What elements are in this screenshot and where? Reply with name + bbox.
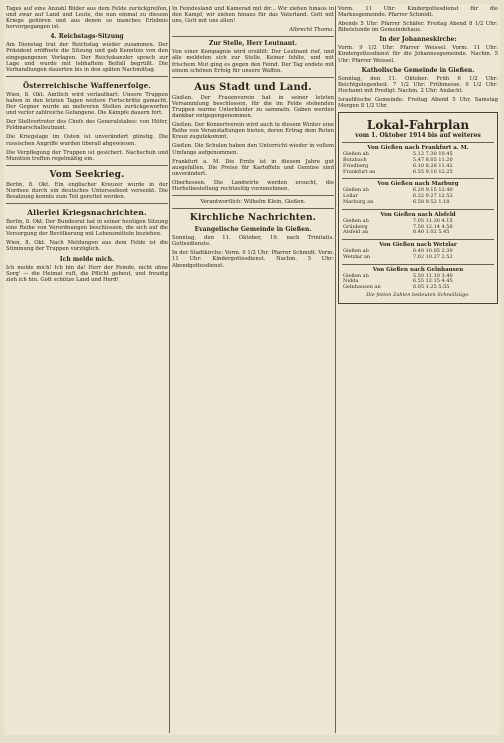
- paragraph: Vorm. 11 Uhr: Kindergottesdienst für die Markusgemeinde. Pfarrer Schmidt.: [338, 6, 498, 19]
- timetable-footnote: Die fetten Zahlen bedeuten Schnellzüge.: [366, 292, 470, 299]
- table-row: [342, 170, 494, 176]
- route-heading: Von Gießen nach Alsfeld: [342, 209, 494, 218]
- paragraph: Israelitische Gemeinde: Freitag Abend 5 Uhr, Samstag Morgen 8 1/2 Uhr.: [338, 96, 498, 110]
- route-table: [342, 249, 494, 261]
- station-name: Gießen ab: [343, 217, 369, 224]
- printer-line: Verantwortlich: Wilhelm Klein, Gießen.: [200, 199, 306, 206]
- timetable-box: [338, 112, 498, 304]
- paragraph: Vorm. 9 1/2 Uhr: Pfarrer Weissel. Vorm. 11 Uhr: Kindergottesdienst für die Johannesgemeinde. Nachm. 5 Uhr: Pfarrer Weissel.: [338, 45, 498, 64]
- station-name: Wetzlar an: [343, 253, 371, 260]
- station-name: Gießen ab: [343, 187, 369, 194]
- departure-times: 6.32 9.27 12.52: [412, 193, 453, 200]
- station-name: Friedberg: [343, 162, 369, 169]
- paragraph: Berlin, 8. Okt. Ein englischer Kreuzer wurde in der Nordsee durch ein deutsches Unterseeboot versenkt. Die Besatzung konnte zum Teil gerettet werden.: [6, 181, 168, 200]
- section-subheading: Evangelische Gemeinde in Gießen.: [194, 226, 312, 234]
- poem-text: In Feindesland und Kamerad mit dir... Wir ziehen hinaus in den Kampf, wir ziehen hinaus für das Vaterland. Gott mit uns, Gott mit uns allen!: [172, 6, 334, 25]
- departure-times: 5.50 11.10 3.40: [412, 272, 453, 279]
- station-name: Marburg an: [343, 198, 374, 205]
- paragraph: Wien, 8. Okt. Amtlich wird verlautbart: Unsere Truppen haben in den letzten Tagen weitere Fortschritte gemacht. Der Gegner wurde an mehreren Stellen zurückgeworfen und verlor zahlreiche Gefangene. Die Kämpfe dauern fort.: [6, 91, 168, 117]
- section-heading: Katholische Gemeinde in Gießen.: [361, 66, 475, 74]
- intro-paragraph: Tages auf eine Anzahl Bilder aus dem Felde zurückgreifen, und zwar auf Land und Leute, die nun einmal zu diesem Kriege gehören und aus denen so manches Erlebnis hervorgegangen ist.: [6, 6, 168, 31]
- departure-times: 6.40 10.05 2.30: [412, 248, 453, 255]
- table-row: [342, 285, 494, 291]
- column-rule: [169, 6, 170, 733]
- section-heading: Zur Stelle, Herr Leutnant.: [208, 40, 297, 48]
- column-1: [6, 6, 168, 733]
- divider: [172, 36, 334, 37]
- departure-times: 7.02 10.27 2.52: [412, 253, 453, 260]
- route-heading: Von Gießen nach Gelnhausen: [342, 264, 494, 273]
- newspaper-page: [4, 4, 500, 735]
- station-name: Gießen ab: [343, 272, 369, 279]
- route-table: [342, 188, 494, 205]
- paragraph: Gießen. Der Frauenverein hat in seiner letzten Versammlung beschlossen, für die im Felde stehenden Truppen warme Unterkleider zu sammeln. Gaben werden dankbar entgegengenommen.: [172, 94, 334, 120]
- timetable-subtitle: vom 1. Oktober 1914 bis auf weiteres: [355, 132, 481, 140]
- departure-times: 5.47 8.05 11.20: [412, 156, 453, 163]
- route-table: [342, 274, 494, 291]
- author-name: Albrecht Thoma.: [289, 27, 334, 34]
- section-heading: Kirchliche Nachrichten.: [189, 213, 317, 224]
- departure-times: 6.58 9.52 1.18: [412, 198, 450, 205]
- paragraph: Abends 5 Uhr: Pfarrer Schäfer. Freitag Abend 8 1/2 Uhr: Bibelstunde im Gemeindehaus.: [338, 21, 498, 34]
- departure-times: 8.05 1.25 5.55: [412, 284, 450, 291]
- departure-times: 8.40 1.02 5.45: [412, 229, 450, 236]
- paragraph: Die Verpflegung der Truppen ist gesichert. Nachschub und Munition treffen regelmäßig ein.: [6, 149, 168, 162]
- station-name: Gießen ab: [343, 151, 369, 158]
- station-name: Butzbach: [343, 156, 367, 163]
- departure-times: 7.50 12.14 4.58: [412, 223, 453, 230]
- paragraph: Oberhessen. Die Landwirte werden ersucht, die Herbstbestellung rechtzeitig vorzunehmen.: [172, 179, 334, 192]
- divider: [6, 165, 168, 166]
- route-heading: Von Gießen nach Marburg: [342, 178, 494, 187]
- section-heading: In der Johanneskirche:: [379, 36, 457, 44]
- station-name: Grünberg: [343, 223, 368, 230]
- paragraph: Frankfurt a. M. Die Ernte ist in diesem Jahre gut ausgefallen. Die Preise für Kartoffeln und Gemüse sind unverändert.: [172, 158, 334, 177]
- column-2: [172, 6, 334, 733]
- departure-times: 7.05 11.30 4.15: [412, 217, 453, 224]
- paragraph: Von einer Kompagnie wird erzählt: Der Leutnant rief, und alle meldeten sich zur Stelle. Keiner fehlte, und mit frischem Mut ging es gegen den Feind. Der Tag endete mit einem schönen Erfolg für unsere Waffen.: [172, 49, 334, 74]
- divider: [172, 208, 334, 209]
- station-name: Lollar: [343, 193, 358, 200]
- departure-times: 6.55 12.15 4.45: [412, 278, 453, 285]
- station-name: Nidda: [343, 278, 359, 285]
- table-row: [342, 200, 494, 206]
- station-name: Alsfeld an: [343, 229, 369, 236]
- table-row: [342, 255, 494, 261]
- section-heading: Aus Stadt und Land.: [194, 81, 312, 93]
- paragraph: Am Dienstag trat der Reichstag wieder zusammen. Der Präsident eröffnete die Sitzung und gab Kenntnis von den eingegangenen Vorlagen. Der Reichskanzler sprach zur Lage und wurde mit lebhaftem Beifall begrüßt. Die Verhandlungen dauerten bis in den späten Nachmittag.: [6, 42, 168, 73]
- column-rule: [335, 6, 336, 733]
- poem-heading: Ich melde mich.: [59, 255, 115, 263]
- table-row: [342, 230, 494, 236]
- column-3: [338, 6, 498, 733]
- station-name: Frankfurt an: [343, 168, 376, 175]
- paragraph: In der Stadtkirche: Vorm. 9 1/2 Uhr: Pfarrer Schmidt. Vorm. 11 Uhr: Kindergottesdienst. Nachm. 5 Uhr: Abendgottesdienst.: [172, 250, 334, 269]
- paragraph: Sonntag, den 11. Oktober. Früh 6 1/2 Uhr: Beichtgelegenheit. 7 1/2 Uhr: Frühmesse. 9 1/2 Uhr: Hochamt mit Predigt. Nachm. 2 Uhr: Andacht.: [338, 75, 498, 94]
- divider: [172, 195, 334, 196]
- section-heading: Allerlei Kriegsnachrichten.: [27, 208, 147, 218]
- route-table: [342, 152, 494, 175]
- departure-times: 5.12 7.30 10.45: [412, 151, 453, 158]
- divider: [172, 77, 334, 78]
- timetable-title: Lokal-Fahrplan: [366, 118, 470, 133]
- departure-times: 6.20 9.15 12.40: [412, 187, 453, 194]
- station-name: Gelnhausen an: [343, 284, 381, 291]
- paragraph: Die Kriegslage im Osten ist unverändert günstig. Die russischen Angriffe wurden überall abgewiesen.: [6, 134, 168, 147]
- section-heading: Österreichische Waffenerfolge.: [22, 80, 152, 90]
- section-heading: 4. Reichstags-Sitzung: [50, 33, 124, 41]
- paragraph: Sonntag, den 11. Oktober, 19. nach Trinitatis. Gottesdienste.: [172, 235, 334, 248]
- departure-times: 6.10 8.28 11.42: [412, 162, 453, 169]
- paragraph: Gießen. Die Schulen haben den Unterricht wieder in vollem Umfange aufgenommen.: [172, 143, 334, 156]
- divider: [6, 203, 168, 204]
- route-table: [342, 219, 494, 236]
- paragraph: Wien, 8. Okt. Nach Meldungen aus dem Felde ist die Stimmung der Truppen vorzüglich.: [6, 240, 168, 253]
- paragraph: Berlin, 8. Okt. Der Bundesrat hat in seiner heutigen Sitzung eine Reihe von Verordnungen beschlossen, die sich auf die Versorgung der Bevölkerung mit Lebensmitteln beziehen.: [6, 219, 168, 238]
- paragraph: Gießen. Der Konzertverein wird auch in diesem Winter eine Reihe von Veranstaltungen bieten, deren Ertrag dem Roten Kreuz zugutekommt.: [172, 122, 334, 141]
- station-name: Gießen ab: [343, 248, 369, 255]
- paragraph: Der Stellvertreter des Chefs des Generalstabes: von Höfer, Feldmarschalleutnant.: [6, 119, 168, 132]
- departure-times: 6.55 9.10 12.25: [412, 168, 453, 175]
- route-heading: Von Gießen nach Frankfurt a. M.: [342, 142, 494, 151]
- poem-text: Ich melde mich! Ich bin da! Herr der Feinde, nicht ohne Sorg' — die Heimat ruft, die Pflicht gebeut, und freudig zieh ich hin. Gott schütze Land und Herd!: [6, 264, 168, 283]
- route-heading: Von Gießen nach Wetzlar: [342, 239, 494, 248]
- divider: [6, 76, 168, 77]
- section-heading: Vom Seekrieg.: [49, 169, 125, 180]
- timetable-routes: [342, 142, 494, 291]
